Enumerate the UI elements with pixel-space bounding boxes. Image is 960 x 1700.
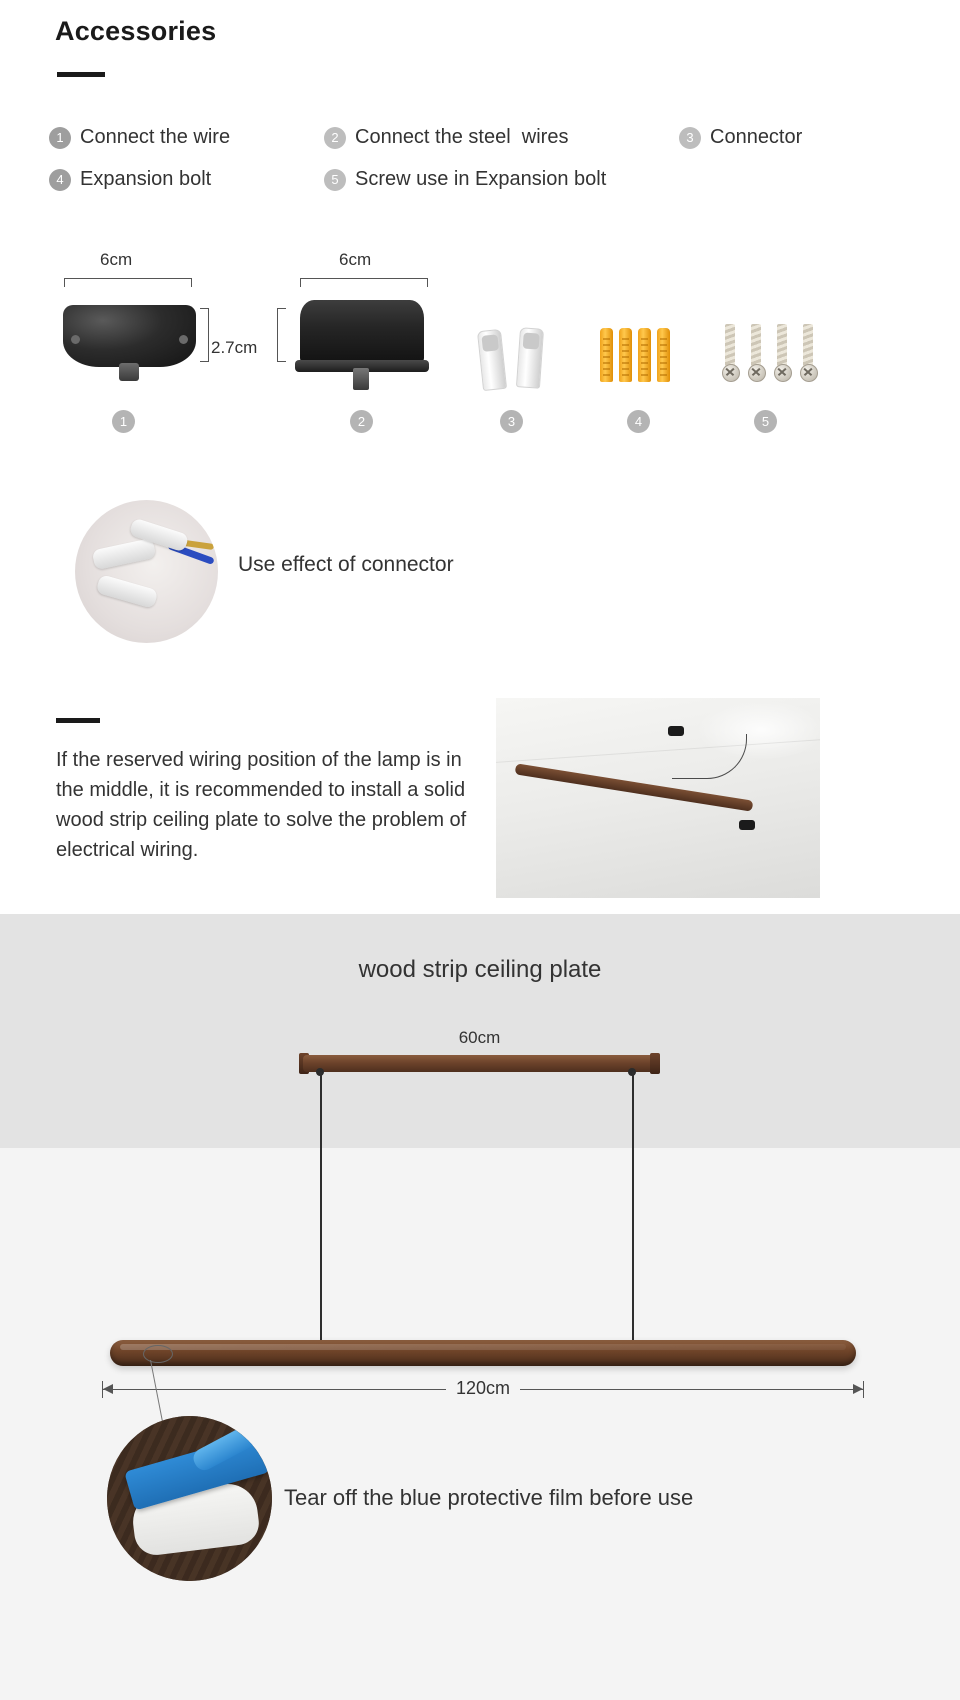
legend-badge-3: 3 [679, 127, 701, 149]
ceiling-plate-diagram [0, 1020, 960, 1090]
legend-row-2 [49, 168, 919, 191]
canopy2-width-bracket [300, 278, 428, 287]
page-title: Accessories [55, 16, 217, 46]
legend-badge-5: 5 [324, 169, 346, 191]
connector-parts-illustration [478, 328, 558, 390]
part-marker-5: 5 [754, 410, 777, 433]
legend-row-1 [49, 126, 919, 149]
part-marker-1: 1 [112, 410, 135, 433]
installed-lamp-photo [496, 698, 820, 898]
legend-item-1 [49, 126, 324, 149]
bar-dimension-value-wrap [102, 1378, 864, 1399]
canopy2-width-label: 6cm [339, 250, 372, 269]
canopy1-screw-right [179, 335, 188, 344]
canopy1-screw-left [71, 335, 80, 344]
canopy1-width-bracket [64, 278, 192, 287]
parts-diagram [0, 250, 960, 460]
connector-effect-caption: Use effect of connector [238, 553, 454, 576]
connector-effect-section [0, 495, 960, 645]
ceiling-mount-2 [739, 820, 755, 830]
ceiling-plate-dimension [303, 1030, 656, 1050]
canopy-1-illustration [63, 305, 196, 367]
light-bar-dimension [102, 1378, 864, 1402]
legend-badge-2: 2 [324, 127, 346, 149]
legend-label-5: Screw use in Expansion bolt [355, 168, 607, 190]
ceiling-mount-1 [668, 726, 684, 736]
expansion-bolt-2 [619, 328, 632, 382]
ceiling-plate-bar [303, 1055, 656, 1072]
part-marker-2: 2 [350, 410, 373, 433]
canopy1-width-label: 6cm [100, 250, 133, 269]
protective-film-caption: Tear off the blue protective film before use [284, 1485, 694, 1510]
connector-wire-3 [96, 574, 159, 609]
legend-item-4 [49, 168, 324, 191]
connector-effect-photo [75, 500, 218, 643]
wood-light-bar [110, 1340, 856, 1366]
screw-1 [724, 324, 736, 382]
hanging-wire-right [632, 1072, 634, 1356]
connector-a [477, 329, 507, 391]
expansion-bolt-4 [657, 328, 670, 382]
title-underline [57, 72, 105, 77]
ceiling-plate-cap-right [650, 1053, 660, 1074]
canopy-height-label: 2.7cm [211, 338, 258, 357]
canopy-height-bracket-right [277, 308, 286, 362]
expansion-bolt-illustration [600, 328, 692, 390]
ceiling-plate-title: wood strip ceiling plate [358, 956, 602, 983]
screw-2 [750, 324, 762, 382]
legend-item-5 [324, 168, 606, 191]
legend-badge-4: 4 [49, 169, 71, 191]
suspension-wire [672, 734, 747, 779]
legend-label-1: Connect the wire [80, 126, 231, 148]
screw-4 [802, 324, 814, 382]
expansion-bolt-3 [638, 328, 651, 382]
legend-badge-1: 1 [49, 127, 71, 149]
screw-3 [776, 324, 788, 382]
expansion-bolt-1 [600, 328, 613, 382]
ceiling-plate-dimension-value: 60cm [451, 1028, 509, 1047]
canopy2-stem [353, 368, 369, 390]
legend-label-4: Expansion bolt [80, 168, 212, 190]
protective-film-photo [107, 1416, 272, 1581]
screw-illustration [724, 324, 824, 390]
note-underline [56, 718, 100, 723]
canopy-height-bracket-left [200, 308, 209, 362]
legend-label-2: Connect the steel wires [355, 126, 569, 148]
legend-label-3: Connector [710, 126, 803, 148]
note-text: If the reserved wiring position of the lamp is in the middle, it is recommended to install a solid wood strip ceiling plate to solve the problem of electrical wiring. [56, 749, 467, 861]
hanging-wire-left [320, 1072, 322, 1356]
legend-item-3 [679, 126, 802, 149]
connector-wire-1 [92, 538, 157, 570]
legend [49, 126, 919, 210]
light-bar-dimension-value: 120cm [446, 1378, 520, 1398]
part-marker-4: 4 [627, 410, 650, 433]
connector-b [516, 327, 544, 389]
callout-ring [143, 1345, 173, 1363]
canopy-2-illustration [300, 300, 424, 366]
dimension-value-wrap [303, 1028, 656, 1048]
legend-item-2 [324, 126, 679, 149]
part-marker-3: 3 [500, 410, 523, 433]
